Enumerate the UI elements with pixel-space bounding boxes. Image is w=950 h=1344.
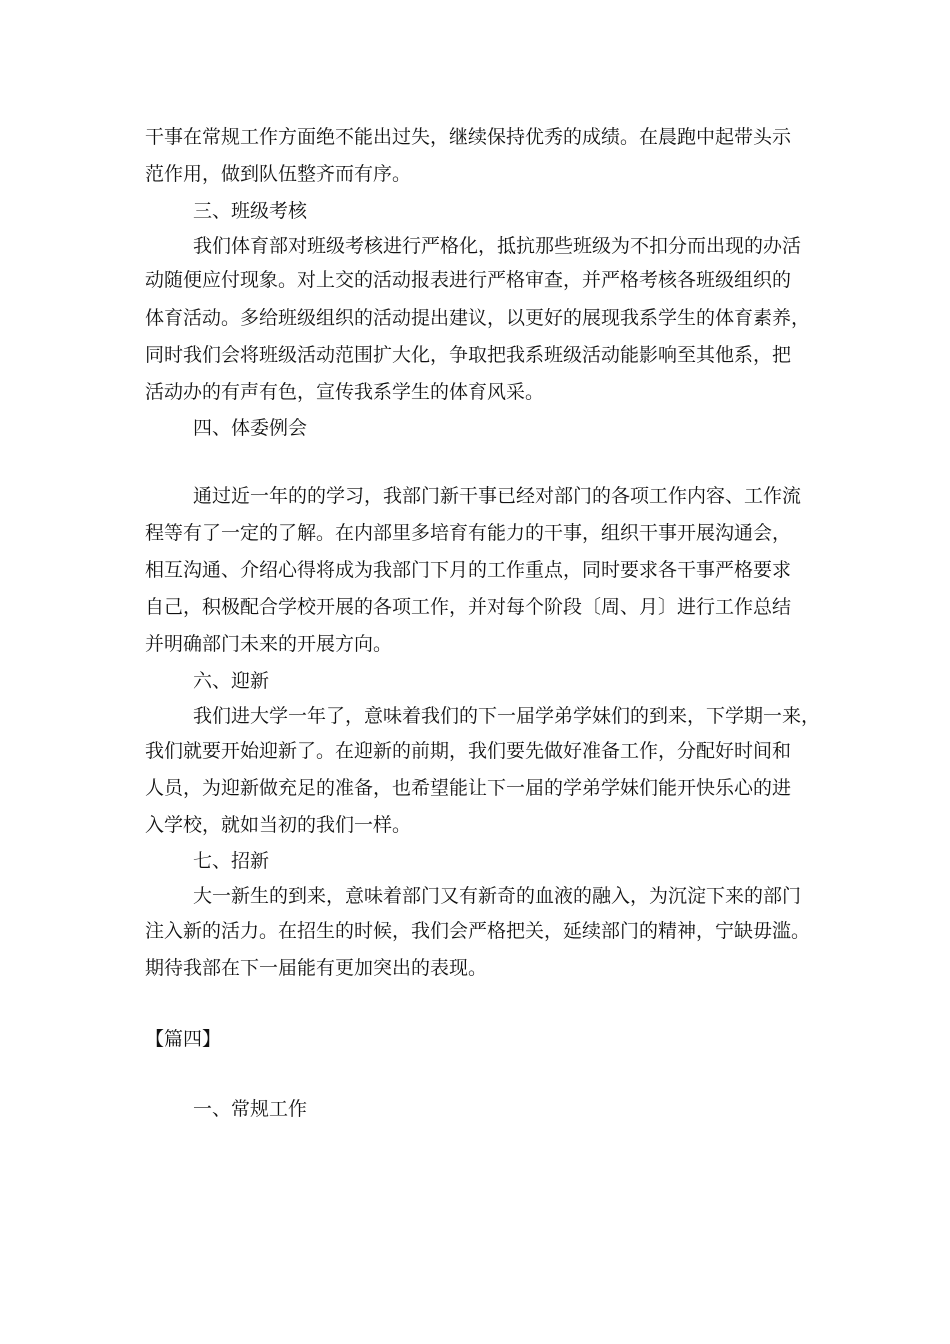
part-heading: 【篇四】: [145, 1028, 222, 1050]
section-heading: 四、体委例会: [193, 417, 308, 439]
section-heading: 七、招新: [193, 850, 270, 872]
text-line: 人员，为迎新做充足的准备，也希望能让下一届的学弟学妹们能开快乐心的进: [145, 777, 792, 799]
text-line: 自己，积极配合学校开展的各项工作，并对每个阶段〔周、月〕进行工作总结: [145, 596, 792, 618]
text-line: 大一新生的到来，意味着部门又有新奇的血液的融入，为沉淀下来的部门: [193, 885, 802, 907]
text-line: 同时我们会将班级活动范围扩大化，争取把我系班级活动能影响至其他系，把: [145, 344, 792, 366]
text-line: 我们就要开始迎新了。在迎新的前期，我们要先做好准备工作，分配好时间和: [145, 740, 792, 762]
text-line: 程等有了一定的了解。在内部里多培育有能力的干事，组织干事开展沟通会，: [145, 522, 792, 544]
section-heading: 六、迎新: [193, 670, 270, 692]
text-line: 注入新的活力。在招生的时候，我们会严格把关，延续部门的精神，宁缺毋滥。: [145, 920, 811, 942]
text-line: 干事在常规工作方面绝不能出过失，继续保持优秀的成绩。在晨跑中起带头示: [145, 126, 792, 148]
section-heading: 三、班级考核: [193, 200, 308, 222]
text-line: 体育活动。多给班级组织的活动提出建议，以更好的展现我系学生的体育素养，: [145, 307, 811, 329]
text-line: 入学校，就如当初的我们一样。: [145, 814, 412, 836]
text-line: 期待我部在下一届能有更加突出的表现。: [145, 957, 488, 979]
text-line: 并明确部门未来的开展方向。: [145, 633, 393, 655]
text-line: 我们体育部对班级考核进行严格化，抵抗那些班级为不扣分而出现的办活: [193, 235, 802, 257]
text-line: 范作用，做到队伍整齐而有序。: [145, 163, 412, 185]
text-line: 我们进大学一年了，意味着我们的下一届学弟学妹们的到来，下学期一来，: [193, 705, 821, 727]
text-line: 通过近一年的的学习，我部门新干事已经对部门的各项工作内容、工作流: [193, 485, 802, 507]
text-line: 活动办的有声有色，宣传我系学生的体育风采。: [145, 381, 545, 403]
text-line: 相互沟通、介绍心得将成为我部门下月的工作重点，同时要求各干事严格要求: [145, 559, 792, 581]
section-heading: 一、常规工作: [193, 1098, 308, 1120]
text-line: 动随便应付现象。对上交的活动报表进行严格审查，并严格考核各班级组织的: [145, 269, 792, 291]
